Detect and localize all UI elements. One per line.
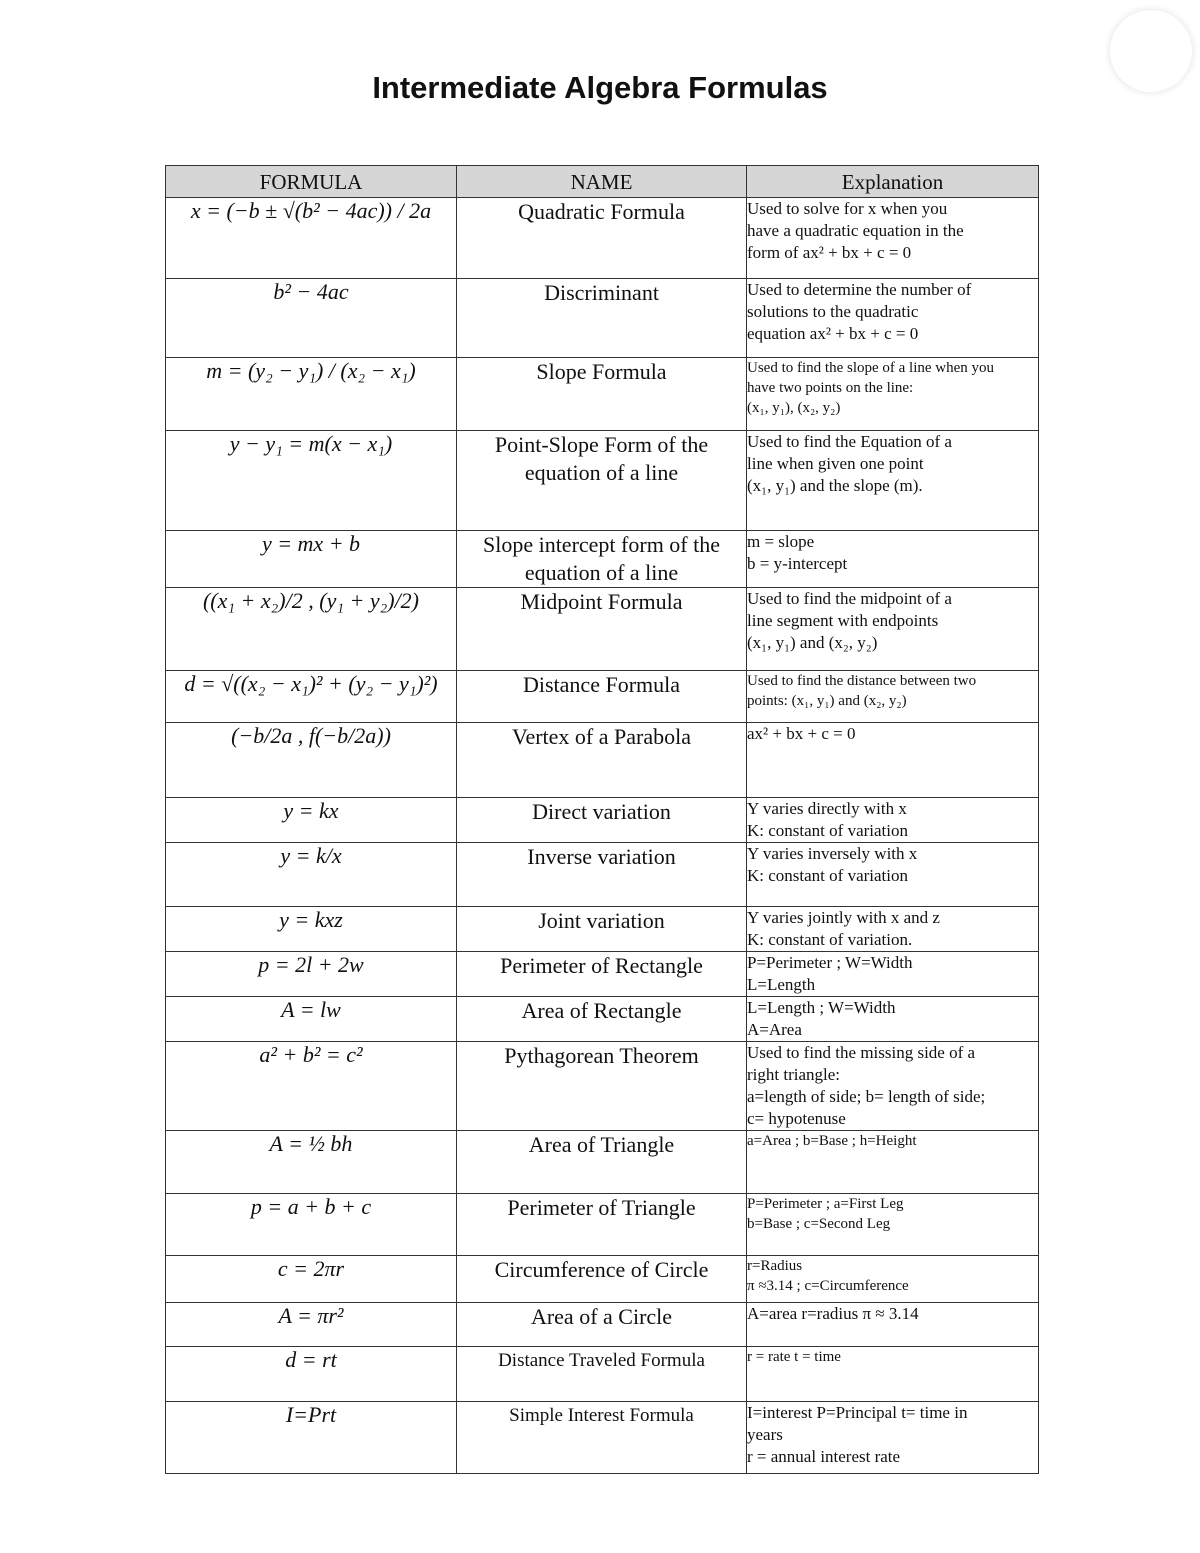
table-row	[166, 997, 1039, 1042]
formula-cell: p = 2l + 2w	[166, 952, 457, 997]
name-cell: Direct variation	[457, 798, 747, 843]
formula-cell: A = ½ bh	[166, 1131, 457, 1194]
header-formula: FORMULA	[166, 166, 457, 198]
explanation-line: K: constant of variation	[747, 821, 908, 840]
name-cell: Inverse variation	[457, 843, 747, 907]
explanation-cell	[747, 1402, 1039, 1474]
name-cell: Slope intercept form of the equation of a line	[457, 531, 747, 588]
explanation-line: A=Area	[747, 1020, 802, 1039]
table-row	[166, 723, 1039, 798]
name-cell: Quadratic Formula	[457, 198, 747, 279]
table-row	[166, 1303, 1039, 1347]
explanation-line: I=interest P=Principal t= time in	[747, 1403, 968, 1422]
table-row	[166, 588, 1039, 671]
explanation-line: c= hypotenuse	[747, 1109, 846, 1128]
explanation-line: Used to find the Equation of a	[747, 432, 952, 451]
name-cell: Circumference of Circle	[457, 1256, 747, 1303]
name-cell: Perimeter of Rectangle	[457, 952, 747, 997]
table-row	[166, 907, 1039, 952]
explanation-line: r = rate t = time	[747, 1349, 841, 1365]
name-cell: Distance Traveled Formula	[457, 1347, 747, 1402]
name-cell: Midpoint Formula	[457, 588, 747, 671]
explanation-cell	[747, 1303, 1039, 1347]
page-title: Intermediate Algebra Formulas	[372, 70, 828, 105]
explanation-line: P=Perimeter ; a=First Leg	[747, 1196, 904, 1212]
name-cell: Point-Slope Form of the equation of a line	[457, 431, 747, 531]
explanation-cell	[747, 723, 1039, 798]
name-cell: Area of Triangle	[457, 1131, 747, 1194]
formula-cell: d = √((x₂ − x₁)² + (y₂ − y₁)²)	[166, 671, 457, 723]
table-row	[166, 1131, 1039, 1194]
formula-cell: y = kxz	[166, 907, 457, 952]
formula-table	[165, 165, 1039, 1474]
name-cell: Perimeter of Triangle	[457, 1194, 747, 1256]
explanation-line: b = y-intercept	[747, 554, 848, 573]
formula-cell: x = (−b ± √(b² − 4ac)) / 2a	[166, 198, 457, 279]
explanation-line: L=Length ; W=Width	[747, 998, 896, 1017]
explanation-cell	[747, 1194, 1039, 1256]
name-cell: Area of Rectangle	[457, 997, 747, 1042]
explanation-line: m = slope	[747, 532, 815, 551]
explanation-line: line segment with endpoints	[747, 611, 939, 630]
explanation-line: Used to find the midpoint of a	[747, 589, 952, 608]
explanation-line: have two points on the line:	[747, 380, 914, 396]
explanation-cell	[747, 1131, 1039, 1194]
table-row	[166, 431, 1039, 531]
explanation-line: b=Base ; c=Second Leg	[747, 1216, 891, 1232]
explanation-line: form of ax² + bx + c = 0	[747, 243, 912, 262]
table-row	[166, 671, 1039, 723]
table-row	[166, 1256, 1039, 1303]
explanation-line: right triangle:	[747, 1065, 841, 1084]
explanation-line: Used to solve for x when you	[747, 199, 948, 218]
table-row	[166, 952, 1039, 997]
table-row	[166, 798, 1039, 843]
formula-cell: b² − 4ac	[166, 279, 457, 358]
explanation-cell	[747, 671, 1039, 723]
explanation-line: P=Perimeter ; W=Width	[747, 953, 913, 972]
formula-cell: I=Prt	[166, 1402, 457, 1474]
explanation-line: Y varies jointly with x and z	[747, 908, 940, 927]
table-row	[166, 1042, 1039, 1131]
formula-cell: A = πr²	[166, 1303, 457, 1347]
name-cell: Slope Formula	[457, 358, 747, 431]
explanation-line: solutions to the quadratic	[747, 302, 919, 321]
formula-cell: y = mx + b	[166, 531, 457, 588]
name-cell: Joint variation	[457, 907, 747, 952]
table-row	[166, 1402, 1039, 1474]
explanation-line: (x₁, y₁) and the slope (m).	[747, 476, 923, 495]
explanation-cell	[747, 843, 1039, 907]
explanation-line: a=length of side; b= length of side;	[747, 1087, 986, 1106]
explanation-cell	[747, 1347, 1039, 1402]
formula-cell: c = 2πr	[166, 1256, 457, 1303]
explanation-cell	[747, 531, 1039, 588]
explanation-line: L=Length	[747, 975, 816, 994]
name-cell: Pythagorean Theorem	[457, 1042, 747, 1131]
explanation-line: points: (x₁, y₁) and (x₂, y₂)	[747, 693, 907, 709]
table-row	[166, 1194, 1039, 1256]
formula-cell: ((x₁ + x₂)/2 , (y₁ + y₂)/2)	[166, 588, 457, 671]
name-cell: Simple Interest Formula	[457, 1402, 747, 1474]
table-row	[166, 279, 1039, 358]
explanation-cell	[747, 279, 1039, 358]
table-body	[166, 198, 1039, 1474]
formula-cell: y = k/x	[166, 843, 457, 907]
explanation-line: ax² + bx + c = 0	[747, 724, 856, 743]
formula-cell: y = kx	[166, 798, 457, 843]
formula-cell: (−b/2a , f(−b/2a))	[166, 723, 457, 798]
explanation-cell	[747, 1256, 1039, 1303]
formula-cell: A = lw	[166, 997, 457, 1042]
explanation-line: Y varies directly with x	[747, 799, 907, 818]
explanation-cell	[747, 907, 1039, 952]
explanation-line: Used to find the missing side of a	[747, 1043, 976, 1062]
name-cell: Distance Formula	[457, 671, 747, 723]
explanation-cell	[747, 997, 1039, 1042]
table-row	[166, 843, 1039, 907]
explanation-cell	[747, 1042, 1039, 1131]
table-header-row	[166, 166, 1039, 198]
formula-cell: m = (y₂ − y₁) / (x₂ − x₁)	[166, 358, 457, 431]
header-name: NAME	[457, 166, 747, 198]
explanation-cell	[747, 431, 1039, 531]
explanation-line: K: constant of variation.	[747, 930, 913, 949]
explanation-line: (x₁, y₁) and (x₂, y₂)	[747, 633, 878, 652]
explanation-cell	[747, 358, 1039, 431]
formula-cell: p = a + b + c	[166, 1194, 457, 1256]
formula-cell: y − y₁ = m(x − x₁)	[166, 431, 457, 531]
explanation-line: line when given one point	[747, 454, 924, 473]
name-cell: Discriminant	[457, 279, 747, 358]
formula-cell: a² + b² = c²	[166, 1042, 457, 1131]
explanation-cell	[747, 798, 1039, 843]
explanation-line: A=area r=radius π ≈ 3.14	[747, 1304, 919, 1323]
explanation-cell	[747, 198, 1039, 279]
table-row	[166, 358, 1039, 431]
table-row	[166, 1347, 1039, 1402]
explanation-cell	[747, 952, 1039, 997]
header-explanation: Explanation	[747, 166, 1039, 198]
explanation-line: π ≈3.14 ; c=Circumference	[747, 1278, 909, 1294]
table-row	[166, 531, 1039, 588]
explanation-line: years	[747, 1425, 783, 1444]
explanation-line: Used to determine the number of	[747, 280, 972, 299]
explanation-line: (x₁, y₁), (x₂, y₂)	[747, 400, 841, 416]
explanation-line: a=Area ; b=Base ; h=Height	[747, 1133, 917, 1149]
explanation-line: r=Radius	[747, 1258, 803, 1274]
explanation-line: K: constant of variation	[747, 866, 908, 885]
explanation-line: Used to find the slope of a line when you	[747, 360, 995, 376]
name-cell: Area of a Circle	[457, 1303, 747, 1347]
explanation-line: Y varies inversely with x	[747, 844, 918, 863]
table-row	[166, 198, 1039, 279]
name-cell: Vertex of a Parabola	[457, 723, 747, 798]
explanation-line: Used to find the distance between two	[747, 673, 977, 689]
explanation-line: r = annual interest rate	[747, 1447, 901, 1466]
formula-cell: d = rt	[166, 1347, 457, 1402]
explanation-cell	[747, 588, 1039, 671]
explanation-line: have a quadratic equation in the	[747, 221, 964, 240]
explanation-line: equation ax² + bx + c = 0	[747, 324, 919, 343]
